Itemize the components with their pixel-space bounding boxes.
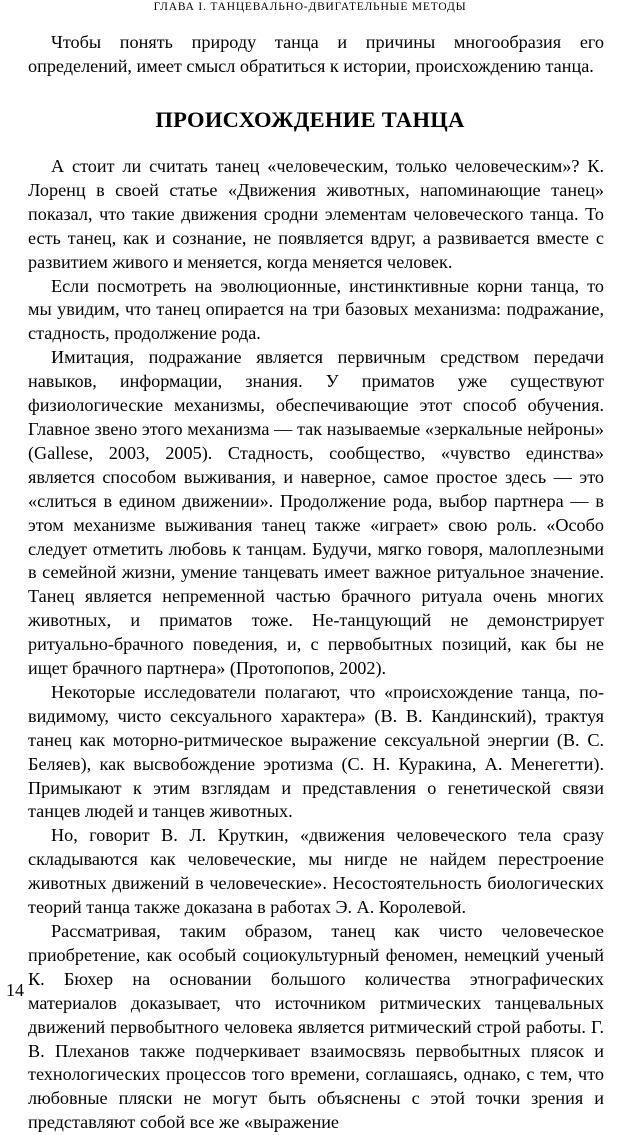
paragraph: Некоторые исследователи полагают, что «происхождение танца, по-видимому, чисто сексуального характера» (В. В. Кандинский), трактуя танец как моторно-ритмическое выражение сексуальной энергии (В. С. Беляев), как высвобождение эротизма (С. Н. Куракина, А. Менегетти). Примыкают к этим взглядам и представления о генетической связи танцев людей и танцев животных. [28,681,604,822]
paragraph: Рассматривая, таким образом, танец как чисто человеческое приобретение, как особый социокультурный феномен, немецкий ученый К. Бюхер на основании большого количества этнографических материалов доказывает, что источником ритмических танцевальных движений первобытного человека является ритмический строй работы. Г. В. Плеханов также подчеркивает взаимосвязь первобытных плясок и технологических процессов того времени, соглашаясь, однако, с тем, что любовные пляски не могут быть объяснены с этой точки зрения и представляют собой все же «выражение [28,921,604,1133]
intro-paragraph: Чтобы понять природу танца и причины многообразия его определений, имеет смысл обратиться к истории, происхождению танца. [28,32,604,76]
section-heading: ПРОИСХОЖДЕНИЕ ТАНЦА [155,107,465,132]
page-number: 14 [6,980,24,1000]
paragraph: Имитация, подражание является первичным средством передачи навыков, информации, знания. У приматов уже существуют физиологические механизмы, обеспечивающие этот способ обучения. Главное звено этого механизма — так называемые «зеркальные нейроны» (Gallese, 2003, 2005). Стадность, сообщество, «чувство единства» является способом выживания, и наверное, самое простое здесь — это «слиться в едином движении». Продолжение рода, выбор партнера — в этом механизме выживания танец также «играет» свою роль. «Особо следует отметить любовь к танцам. Будучи, мягко говоря, малоплезными в семейной жизни, умение танцевать имеет важное ритуальное значение. Танец является непременной частью брачного ритуала очень многих животных, и приматов тоже. Не-танцующий не демонстрирует ритуально-брачного поведения, и, с первобытных позиций, как бы не ищет брачного партнера» (Протопопов, 2002). [28,347,604,679]
paragraph: Но, говорит В. Л. Круткин, «движения человеческого тела сразу складываются как человеческие, мы нигде не найдем перестроение животных движений в человеческие». Несостоятельность биологических теорий танца также доказана в работах Э. А. Королевой. [28,825,604,918]
paragraph: А стоит ли считать танец «человеческим, только человеческим»? К. Лоренц в своей статье «Движения животных, напоминающие танец» показал, что такие движения сродни элементам человеческого танца. То есть танец, как и сознание, не появляется вдруг, а развивается вместе с развитием живого и меняется, когда меняется человек. [28,156,604,272]
paragraph: Если посмотреть на эволюционные, инстинктивные корни танца, то мы увидим, что танец опирается на три базовых механизма: подражание, стадность, продолжение рода. [28,275,604,344]
intro-block [28,31,604,79]
running-head: ГЛАВА I. ТАНЦЕВАЛЬНО-ДВИГАТЕЛЬНЫЕ МЕТОДЫ [153,1,467,13]
section-body [28,155,604,1135]
